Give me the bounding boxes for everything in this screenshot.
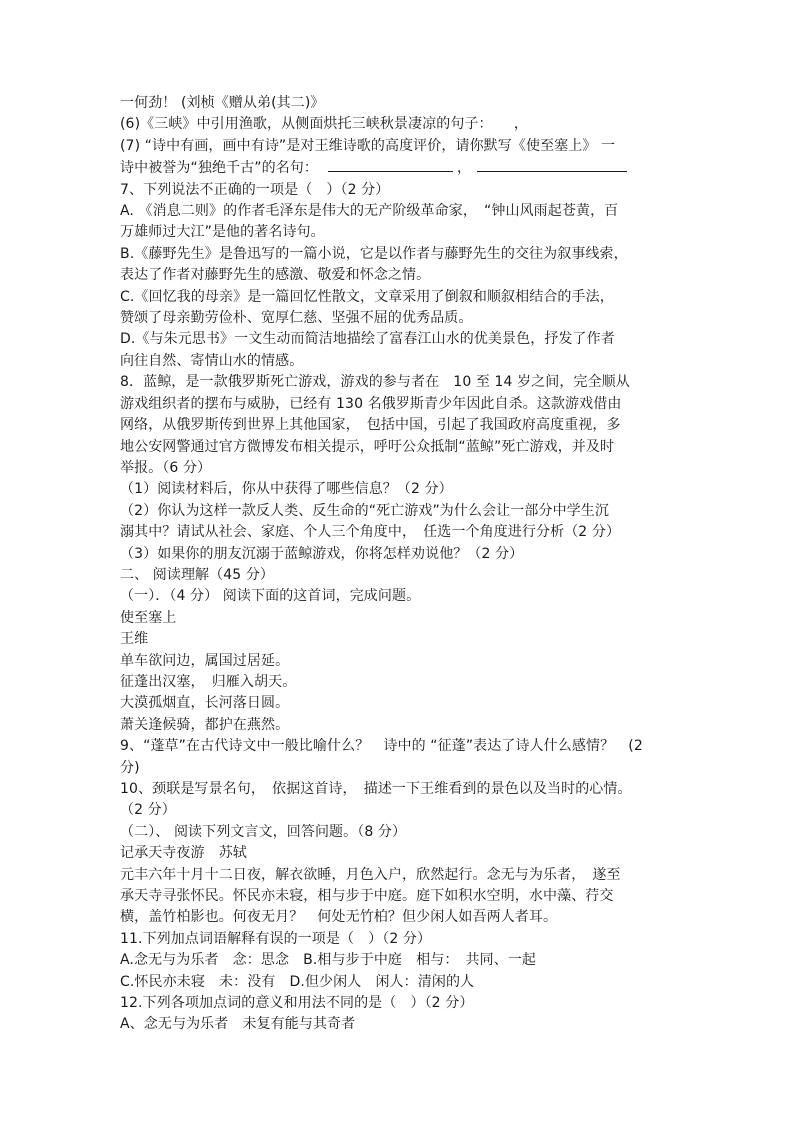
text-line: 一何劲！ (刘桢《赠从弟(其二)》	[120, 95, 325, 111]
text-line: （二）、 阅读下列文言文，回答问题。（8 分）	[120, 823, 407, 840]
poem-line: 大漠孤烟直，长河落日圆。	[120, 695, 290, 712]
text-line: 分)	[120, 759, 140, 776]
poem-author: 王维	[120, 631, 149, 648]
text-line: A、念无与为乐者 未复有能与其奇者	[120, 1016, 356, 1033]
text-line: （2 分）	[120, 802, 176, 819]
text-line: 赞颂了母亲勤劳俭朴、宽厚仁慈、坚强不屈的优秀品质。	[120, 310, 473, 327]
text-line: 11.下列加点词语解释有误的一项是（ ）（2 分）	[120, 930, 432, 947]
text-line: 7、下列说法不正确的一项是（ ）（2 分）	[120, 181, 390, 198]
text-line: 网络，从俄罗斯传到世界上其他国家， 包括中国，引起了我国政府高度重视，多	[120, 417, 621, 434]
text-line: （2）你认为这样一款反人类、反生命的“死亡游戏”为什么会让一部分中学生沉	[120, 502, 610, 519]
passage-title: 记承天寺夜游 苏轼	[120, 845, 247, 862]
text-line: 9、“蓬草”在古代诗文中一般比喻什么？ 诗中的 “征蓬”表达了诗人什么感情？ (2	[120, 738, 643, 755]
text-line: （3）如果你的朋友沉溺于蓝鲸游戏，你将怎样劝说他？（2 分）	[120, 545, 524, 562]
text-line: (7) “诗中有画，画中有诗”是对王维诗歌的高度评价，请你默写《使至塞上》 一	[120, 137, 616, 154]
text-line: D.《与朱元思书》一文生动而简洁地描绘了富春江山水的优美景色，抒发了作者	[120, 331, 615, 348]
text-line: 溺其中？请试从社会、家庭、个人三个角度中， 任选一个角度进行分析（2 分）	[120, 524, 621, 541]
text-line-label: 诗中被誉为“独绝千古”的名句：	[120, 160, 319, 177]
answer-blank	[477, 157, 627, 172]
passage-line: 横，盖竹柏影也。何夜无月？ 何处无竹柏？但少闲人如吾两人者耳。	[120, 909, 558, 926]
poem-line: 单车欲问边，属国过居延。	[120, 652, 290, 669]
poem-line: 征蓬出汉塞， 归雁入胡天。	[120, 673, 297, 690]
text-line: 向往自然、寄情山水的情感。	[120, 352, 304, 369]
document-body	[120, 93, 690, 1036]
text-line: 举报。（6 分）	[120, 459, 212, 476]
text-line: A.念无与为乐者 念：思念 B.相与步于中庭 相与： 共同、一起	[120, 952, 537, 969]
poem-title: 使至塞上	[120, 609, 177, 626]
text-line: C.怀民亦未寝 未：没有 D.但少闲人 闲人：清闲的人	[120, 973, 475, 990]
text-line: 游戏组织者的摆布与威胁，已经有 130 名俄罗斯青少年因此自杀。这款游戏借由	[120, 395, 622, 412]
text-line: 地公安网警通过官方微博发布相关提示，呼吁公众抵制“蓝鲸”死亡游戏，并及时	[120, 438, 615, 455]
text-line: (6)《三峡》中引用渔歌，从侧面烘托三峡秋景凄凉的句子： ，	[120, 116, 528, 133]
text-line: （1）阅读材料后，你从中获得了哪些信息？（2 分）	[120, 481, 453, 498]
poem-line: 萧关逢候骑，都护在燕然。	[120, 716, 290, 733]
text-line: A. 《消息二则》的作者毛泽东是伟大的无产阶级革命家， “钟山风雨起苍黄，百	[120, 203, 619, 220]
section-heading: 二、 阅读理解（45 分）	[120, 566, 275, 583]
text-line: 12.下列各项加点词的意义和用法不同的是（ ）（2 分）	[120, 995, 474, 1012]
text-line-with-blanks: 诗中被誉为“独绝千古”的名句： ，	[120, 157, 690, 179]
passage-line: 元丰六年十月十二日夜，解衣欲睡，月色入户，欣然起行。念无与为乐者， 遂至	[120, 866, 621, 883]
answer-blank	[328, 157, 453, 172]
text-line: 万雄师过大江”是他的著名诗句。	[120, 224, 325, 241]
text-line: （一）．（4 分） 阅读下面的这首词，完成问题。	[120, 588, 421, 605]
text-line: 8．蓝鲸，是一款俄罗斯死亡游戏，游戏的参与者在 10 至 14 岁之间，完全顺从	[120, 374, 630, 391]
text-line: 表达了作者对藤野先生的感激、敬爱和怀念之情。	[120, 267, 431, 284]
text-line: B.《藤野先生》是鲁迅写的一篇小说，它是以作者与藤野先生的交往为叙事线索，	[120, 245, 628, 262]
passage-line: 承天寺寻张怀民。怀民亦未寝，相与步于中庭。庭下如积水空明，水中藻、荇交	[120, 888, 614, 905]
text-line: 10、颈联是写景名句， 依据这首诗， 描述一下王维看到的景色以及当时的心情。	[120, 781, 632, 797]
text-line: C.《回忆我的母亲》是一篇回忆性散文，文章采用了倒叙和顺叙相结合的手法，	[120, 288, 614, 305]
